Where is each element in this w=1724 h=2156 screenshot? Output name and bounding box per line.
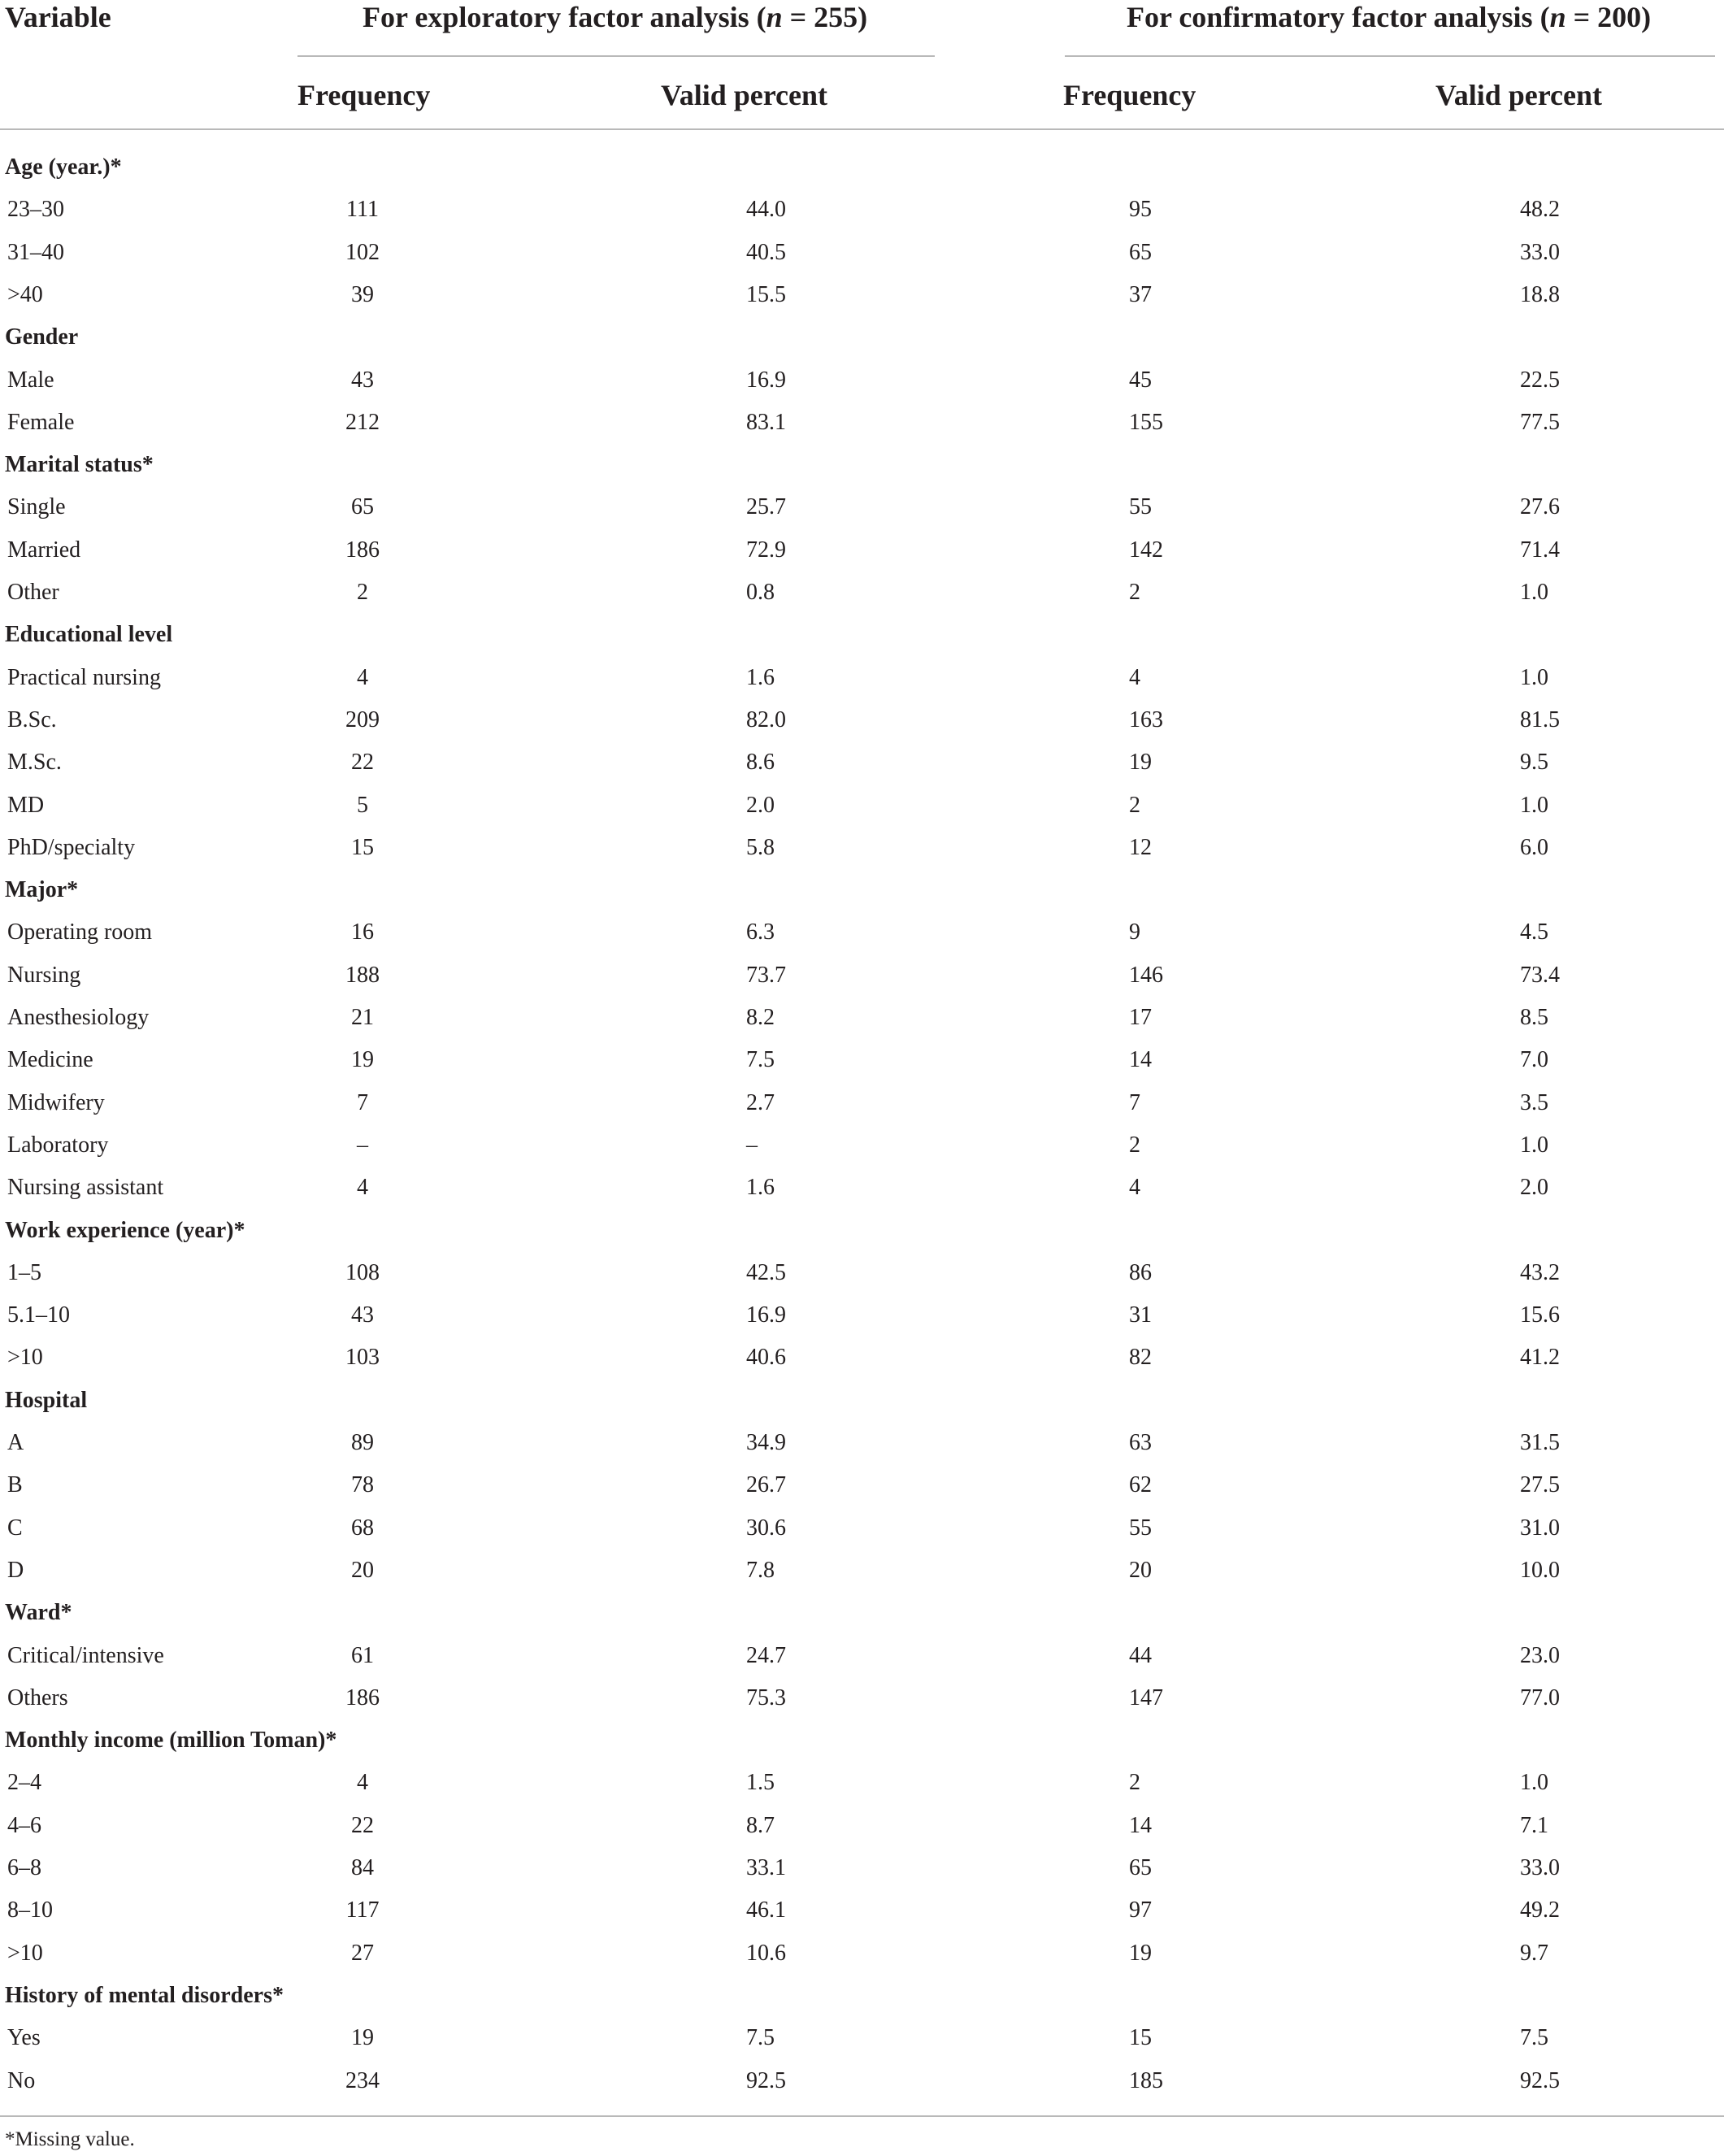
category-row	[0, 316, 1724, 359]
cfa-frequency-cell: 65	[1129, 239, 1152, 265]
cfa-valid-percent-cell: 4.5	[1520, 919, 1548, 945]
row-label: Midwifery	[7, 1089, 105, 1115]
table-row: C 68 30.6 55 31.0	[0, 1507, 1724, 1550]
cfa-frequency-cell: 55	[1129, 1515, 1152, 1541]
table-row: Nursing assistant 4 1.6 4 2.0	[0, 1167, 1724, 1209]
cfa-valid-percent-cell: 18.8	[1520, 281, 1560, 307]
cfa-valid-percent-cell: 27.5	[1520, 1472, 1560, 1498]
row-label: Female	[7, 409, 75, 435]
cfa-frequency-cell: 97	[1129, 1897, 1152, 1923]
efa-valid-percent-cell: 1.5	[746, 1770, 775, 1796]
row-label: PhD/specialty	[7, 834, 136, 860]
cfa-frequency-cell: 15	[1129, 2025, 1152, 2051]
cfa-frequency-cell: 2	[1129, 580, 1140, 605]
row-label: A	[7, 1430, 24, 1455]
cfa-valid-percent-cell: 1.0	[1520, 580, 1548, 605]
category-label: Ward*	[5, 1600, 72, 1626]
table-row: A 89 34.9 63 31.5	[0, 1422, 1724, 1464]
cfa-valid-percent-cell: 1.0	[1520, 1132, 1548, 1158]
row-label: B.Sc.	[7, 706, 57, 732]
category-row	[0, 1975, 1724, 2017]
row-label: Medicine	[7, 1047, 93, 1073]
efa-valid-percent-cell: 5.8	[746, 834, 775, 860]
cfa-frequency-cell: 17	[1129, 1005, 1152, 1030]
cfa-valid-percent-cell: 7.5	[1520, 2025, 1548, 2051]
header-group-efa-prefix: For exploratory factor analysis (	[363, 1, 766, 33]
row-label: 5.1–10	[7, 1302, 70, 1328]
efa-valid-percent-cell: 33.1	[746, 1855, 786, 1880]
row-label: B	[7, 1472, 23, 1498]
cfa-valid-percent-cell: 33.0	[1520, 1855, 1560, 1880]
efa-valid-percent-cell: 16.9	[746, 1302, 786, 1328]
header-group-cfa	[1127, 0, 1651, 34]
table-row: B.Sc. 209 82.0 163 81.5	[0, 699, 1724, 741]
category-label: Marital status*	[5, 452, 154, 478]
row-label: Other	[7, 580, 59, 605]
cfa-frequency-cell: 163	[1129, 706, 1163, 732]
row-label: Nursing	[7, 962, 81, 988]
cfa-valid-percent-cell: 7.0	[1520, 1047, 1548, 1073]
efa-valid-percent-cell: 16.9	[746, 367, 786, 393]
row-label: Nursing assistant	[7, 1175, 164, 1201]
row-label: Critical/intensive	[7, 1642, 164, 1668]
row-label: Married	[7, 537, 81, 563]
table-row: PhD/specialty 15 5.8 12 6.0	[0, 827, 1724, 869]
efa-valid-percent-cell: 7.5	[746, 2025, 775, 2051]
header-efa-frequency: Frequency	[297, 79, 431, 111]
cfa-frequency-cell: 62	[1129, 1472, 1152, 1498]
efa-valid-percent-cell: 73.7	[746, 962, 786, 988]
efa-valid-percent-cell: 15.5	[746, 281, 786, 307]
header-bottom-rule	[0, 128, 1724, 130]
cfa-frequency-cell: 2	[1129, 792, 1140, 818]
cfa-valid-percent-cell: 7.1	[1520, 1812, 1548, 1838]
cfa-valid-percent-cell: 31.0	[1520, 1515, 1560, 1541]
cfa-valid-percent-cell: 92.5	[1520, 2067, 1560, 2093]
cfa-valid-percent-cell: 77.0	[1520, 1684, 1560, 1710]
table-row: 31–40 102 40.5 65 33.0	[0, 232, 1724, 274]
efa-valid-percent-cell: 92.5	[746, 2067, 786, 2093]
category-label: Age (year.)*	[5, 154, 122, 180]
efa-valid-percent-cell: 75.3	[746, 1684, 786, 1710]
table-row: >10 27 10.6 19 9.7	[0, 1932, 1724, 1975]
efa-valid-percent-cell: 42.5	[746, 1259, 786, 1285]
row-label: 1–5	[7, 1259, 41, 1285]
table-row: Critical/intensive 61 24.7 44 23.0	[0, 1635, 1724, 1677]
efa-valid-percent-cell: –	[746, 1132, 758, 1158]
category-row	[0, 1380, 1724, 1422]
efa-valid-percent-cell: 10.6	[746, 1940, 786, 1966]
cfa-frequency-cell: 31	[1129, 1302, 1152, 1328]
cfa-frequency-cell: 45	[1129, 367, 1152, 393]
category-row	[0, 614, 1724, 656]
category-row	[0, 869, 1724, 911]
table-row: Nursing 188 73.7 146 73.4	[0, 954, 1724, 997]
category-row	[0, 1719, 1724, 1762]
category-row	[0, 146, 1724, 189]
efa-valid-percent-cell: 40.5	[746, 239, 786, 265]
cfa-frequency-cell: 86	[1129, 1259, 1152, 1285]
efa-valid-percent-cell: 26.7	[746, 1472, 786, 1498]
table-row: Female 212 83.1 155 77.5	[0, 402, 1724, 444]
table-row: Anesthesiology 21 8.2 17 8.5	[0, 997, 1724, 1039]
efa-valid-percent-cell: 2.7	[746, 1089, 775, 1115]
efa-valid-percent-cell: 8.2	[746, 1005, 775, 1030]
efa-valid-percent-cell: 7.8	[746, 1557, 775, 1583]
table-row: Operating room 16 6.3 9 4.5	[0, 911, 1724, 954]
efa-valid-percent-cell: 72.9	[746, 537, 786, 563]
header-cfa-frequency: Frequency	[1063, 79, 1196, 111]
table-row: B 78 26.7 62 27.5	[0, 1464, 1724, 1506]
efa-valid-percent-cell: 34.9	[746, 1430, 786, 1455]
table-row: Other 2 0.8 2 1.0	[0, 572, 1724, 614]
category-label: Educational level	[5, 622, 173, 648]
cfa-frequency-cell: 20	[1129, 1557, 1152, 1583]
cfa-frequency-cell: 14	[1129, 1812, 1152, 1838]
row-label: Male	[7, 367, 54, 393]
cfa-frequency-cell: 37	[1129, 281, 1152, 307]
row-label: Single	[7, 494, 66, 520]
row-label: 8–10	[7, 1897, 53, 1923]
efa-valid-percent-cell: 0.8	[746, 580, 775, 605]
header-cfa-valid-percent: Valid percent	[1435, 79, 1603, 111]
group-rule-efa	[297, 55, 935, 57]
header-group-efa-n: n	[766, 1, 783, 33]
cfa-valid-percent-cell: 10.0	[1520, 1557, 1560, 1583]
row-label: Others	[7, 1684, 68, 1710]
cfa-valid-percent-cell: 77.5	[1520, 409, 1560, 435]
cfa-frequency-cell: 63	[1129, 1430, 1152, 1455]
row-label: 31–40	[7, 239, 64, 265]
cfa-frequency-cell: 55	[1129, 494, 1152, 520]
efa-valid-percent-cell: 25.7	[746, 494, 786, 520]
header-group-cfa-prefix: For confirmatory factor analysis (	[1127, 1, 1550, 33]
cfa-valid-percent-cell: 81.5	[1520, 706, 1560, 732]
category-row	[0, 444, 1724, 486]
table-row: D 20 7.8 20 10.0	[0, 1550, 1724, 1592]
table-row: M.Sc. 22 8.6 19 9.5	[0, 741, 1724, 784]
table-row: Practical nursing 4 1.6 4 1.0	[0, 657, 1724, 699]
cfa-frequency-cell: 142	[1129, 537, 1163, 563]
cfa-valid-percent-cell: 2.0	[1520, 1175, 1548, 1201]
cfa-frequency-cell: 4	[1129, 664, 1140, 690]
table-row: Single 65 25.7 55 27.6	[0, 486, 1724, 528]
row-label: 23–30	[7, 197, 64, 223]
cfa-frequency-cell: 2	[1129, 1132, 1140, 1158]
row-label: Laboratory	[7, 1132, 109, 1158]
cfa-valid-percent-cell: 3.5	[1520, 1089, 1548, 1115]
category-label: Hospital	[5, 1387, 88, 1413]
row-label: MD	[7, 792, 45, 818]
category-label: Monthly income (million Toman)*	[5, 1728, 337, 1754]
row-label: >40	[7, 281, 43, 307]
cfa-frequency-cell: 147	[1129, 1684, 1163, 1710]
table-row: >10 103 40.6 82 41.2	[0, 1337, 1724, 1379]
cfa-valid-percent-cell: 1.0	[1520, 792, 1548, 818]
table-bottom-rule	[0, 2115, 1724, 2117]
efa-valid-percent-cell: 8.6	[746, 750, 775, 776]
cfa-valid-percent-cell: 48.2	[1520, 197, 1560, 223]
efa-valid-percent-cell: 40.6	[746, 1345, 786, 1371]
efa-valid-percent-cell: 83.1	[746, 409, 786, 435]
cfa-frequency-cell: 19	[1129, 1940, 1152, 1966]
category-row	[0, 1592, 1724, 1634]
category-label: Gender	[5, 324, 79, 350]
table-row: MD 5 2.0 2 1.0	[0, 785, 1724, 827]
cfa-valid-percent-cell: 9.5	[1520, 750, 1548, 776]
cfa-valid-percent-cell: 22.5	[1520, 367, 1560, 393]
table-row: Laboratory – – 2 1.0	[0, 1124, 1724, 1167]
row-label: 4–6	[7, 1812, 41, 1838]
header-group-cfa-n: n	[1549, 1, 1566, 33]
group-rule-cfa	[1065, 55, 1715, 57]
row-label: Practical nursing	[7, 664, 161, 690]
table-row: 4–6 22 8.7 14 7.1	[0, 1805, 1724, 1847]
table-row: >40 39 15.5 37 18.8	[0, 274, 1724, 316]
efa-valid-percent-cell: 6.3	[746, 919, 775, 945]
cfa-frequency-cell: 44	[1129, 1642, 1152, 1668]
cfa-valid-percent-cell: 31.5	[1520, 1430, 1560, 1455]
cfa-valid-percent-cell: 9.7	[1520, 1940, 1548, 1966]
efa-valid-percent-cell: 2.0	[746, 792, 775, 818]
efa-valid-percent-cell: 82.0	[746, 706, 786, 732]
row-label: Operating room	[7, 919, 153, 945]
cfa-valid-percent-cell: 43.2	[1520, 1259, 1560, 1285]
row-label: Anesthesiology	[7, 1005, 150, 1030]
table-row: Male 43 16.9 45 22.5	[0, 359, 1724, 402]
header-group-cfa-suffix: = 200)	[1565, 1, 1652, 33]
table-row: Married 186 72.9 142 71.4	[0, 529, 1724, 572]
efa-valid-percent-cell: 8.7	[746, 1812, 775, 1838]
cfa-frequency-cell: 82	[1129, 1345, 1152, 1371]
efa-valid-percent-cell: 1.6	[746, 1175, 775, 1201]
cfa-valid-percent-cell: 27.6	[1520, 494, 1560, 520]
cfa-valid-percent-cell: 8.5	[1520, 1005, 1548, 1030]
row-label: >10	[7, 1940, 43, 1966]
cfa-frequency-cell: 155	[1129, 409, 1163, 435]
cfa-valid-percent-cell: 41.2	[1520, 1345, 1560, 1371]
header-group-efa	[363, 0, 867, 34]
header-efa-valid-percent: Valid percent	[661, 79, 828, 111]
table-row: 5.1–10 43 16.9 31 15.6	[0, 1294, 1724, 1337]
cfa-frequency-cell: 95	[1129, 197, 1152, 223]
row-label: >10	[7, 1345, 43, 1371]
category-label: Major*	[5, 877, 79, 903]
row-label: Yes	[7, 2025, 41, 2051]
table-row: Medicine 19 7.5 14 7.0	[0, 1039, 1724, 1081]
cfa-frequency-cell: 7	[1129, 1089, 1140, 1115]
cfa-frequency-cell: 19	[1129, 750, 1152, 776]
cfa-valid-percent-cell: 49.2	[1520, 1897, 1560, 1923]
table-row: Others 186 75.3 147 77.0	[0, 1677, 1724, 1719]
table-row: Midwifery 7 2.7 7 3.5	[0, 1082, 1724, 1124]
row-label: M.Sc.	[7, 750, 62, 776]
cfa-frequency-cell: 185	[1129, 2067, 1163, 2093]
table-row: No 234 92.5 185 92.5	[0, 2060, 1724, 2102]
cfa-frequency-cell: 12	[1129, 834, 1152, 860]
category-label: History of mental disorders*	[5, 1982, 284, 2008]
table-footnote: *Missing value.	[5, 2128, 135, 2150]
cfa-valid-percent-cell: 73.4	[1520, 962, 1560, 988]
table-row: 1–5 108 42.5 86 43.2	[0, 1252, 1724, 1294]
cfa-valid-percent-cell: 33.0	[1520, 239, 1560, 265]
header-variable: Variable	[5, 1, 111, 33]
efa-valid-percent-cell: 7.5	[746, 1047, 775, 1073]
cfa-frequency-cell: 65	[1129, 1855, 1152, 1880]
row-label: 6–8	[7, 1855, 41, 1880]
efa-valid-percent-cell: 44.0	[746, 197, 786, 223]
table-row: 23–30 111 44.0 95 48.2	[0, 189, 1724, 231]
cfa-valid-percent-cell: 6.0	[1520, 834, 1548, 860]
efa-valid-percent-cell: 1.6	[746, 664, 775, 690]
cfa-frequency-cell: 9	[1129, 919, 1140, 945]
table-row: 2–4 4 1.5 2 1.0	[0, 1762, 1724, 1804]
efa-valid-percent-cell: 46.1	[746, 1897, 786, 1923]
row-label: D	[7, 1557, 24, 1583]
table-row: 8–10 117 46.1 97 49.2	[0, 1889, 1724, 1932]
cfa-valid-percent-cell: 15.6	[1520, 1302, 1560, 1328]
table-row: Yes 19 7.5 15 7.5	[0, 2017, 1724, 2059]
row-label: C	[7, 1515, 23, 1541]
row-label: No	[7, 2067, 36, 2093]
cfa-valid-percent-cell: 1.0	[1520, 664, 1548, 690]
cfa-frequency-cell: 14	[1129, 1047, 1152, 1073]
row-label: 2–4	[7, 1770, 41, 1796]
category-label: Work experience (year)*	[5, 1217, 245, 1243]
table-row: 6–8 84 33.1 65 33.0	[0, 1847, 1724, 1889]
cfa-frequency-cell: 4	[1129, 1175, 1140, 1201]
header-group-efa-suffix: = 255)	[782, 1, 868, 33]
cfa-valid-percent-cell: 23.0	[1520, 1642, 1560, 1668]
cfa-frequency-cell: 2	[1129, 1770, 1140, 1796]
cfa-valid-percent-cell: 71.4	[1520, 537, 1560, 563]
efa-valid-percent-cell: 30.6	[746, 1515, 786, 1541]
cfa-valid-percent-cell: 1.0	[1520, 1770, 1548, 1796]
cfa-frequency-cell: 146	[1129, 962, 1163, 988]
category-row	[0, 1210, 1724, 1252]
efa-valid-percent-cell: 24.7	[746, 1642, 786, 1668]
